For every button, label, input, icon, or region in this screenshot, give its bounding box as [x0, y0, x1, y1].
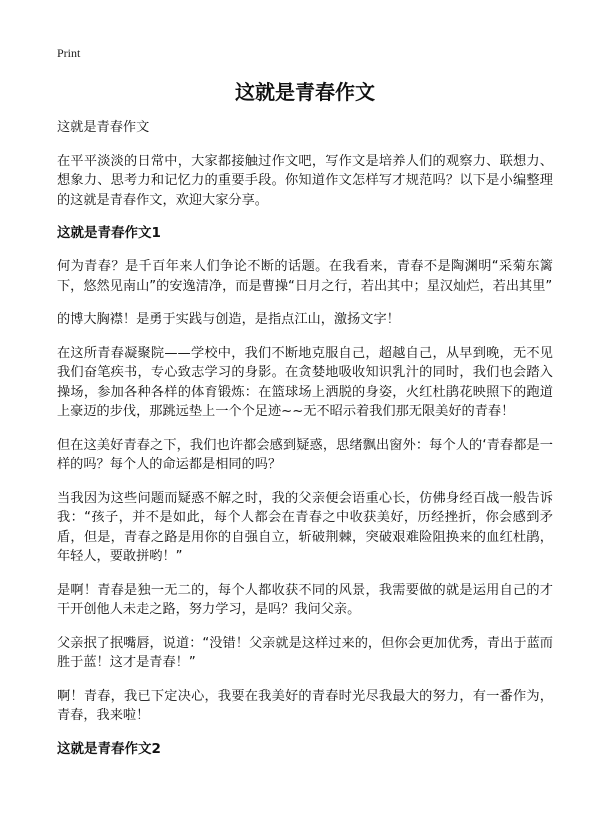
paragraph: 是啊！青春是独一无二的，每个人都收获不同的风景，我需要做的就是运用自己的才干开创他人未走之路，努力学习，是吗？我问父亲。 [57, 582, 553, 617]
paragraph: 何为青春？是千百年来人们争论不断的话题。在我看来，青春不是陶渊明“采菊东篱下，悠然见南山”的安逸清净，而是曹操“日月之行，若出其中；星汉灿烂，若出其里” [57, 259, 553, 294]
paragraph: 但在这美好青春之下，我们也许都会感到疑惑，思绪飘出窗外：每个人的‘青春都是一样的吗？每个人的命运都是相同的吗？ [57, 437, 553, 472]
section-heading-1: 这就是青春作文1 [57, 225, 161, 241]
paragraph: 当我因为这些问题而疑惑不解之时，我的父亲便会语重心长，仿佛身经百战一般告诉我：“孩子，并不是如此，每个人都会在青春之中收获美好，历经挫折，你会感到矛盾，但是，青春之路是用你的自强自立，斩破荆棘，突破艰难险阻换来的血红杜鹃，年轻人，要敢拼哟！” [57, 490, 553, 564]
paragraph: 的博大胸襟！是勇于实践与创造，是指点江山，激扬文字！ [57, 312, 400, 327]
paragraph: 啊！青春，我已下定决心，我要在我美好的青春时光尽我最大的努力，有一番作为，青春，我来啦！ [57, 688, 553, 723]
print-link[interactable]: Print [57, 46, 81, 60]
page-title: 这就是青春作文 [235, 80, 375, 104]
intro-line: 这就是青春作文 [57, 120, 150, 135]
paragraph: 父亲抿了抿嘴唇，说道：“没错！父亲就是这样过来的，但你会更加优秀，青出于蓝而胜于蓝！这才是青春！” [57, 635, 553, 670]
paragraph: 在这所青春凝聚院——学校中，我们不断地克服自己，超越自己，从早到晚，无不见我们奋笔疾书，专心致志学习的身影。在贪婪地吸收知识乳汁的同时，我们也会踏入操场，参加各种各样的体育锻炼：在篮球场上洒脱的身姿，火红杜鹃花映照下的跑道上豪迈的步伐，那跳远垫上一个个足迹~~无不昭示着我们那无限美好的青春！ [57, 345, 553, 419]
section-heading-2: 这就是青春作文2 [57, 740, 161, 757]
article-body [57, 118, 553, 773]
lead-paragraph: 在平平淡淡的日常中，大家都接触过作文吧，写作文是培养人们的观察力、联想力、想象力、思考力和记忆力的重要手段。你知道作文怎样写才规范吗？以下是小编整理的这就是青春作文，欢迎大家分享。 [57, 153, 553, 208]
